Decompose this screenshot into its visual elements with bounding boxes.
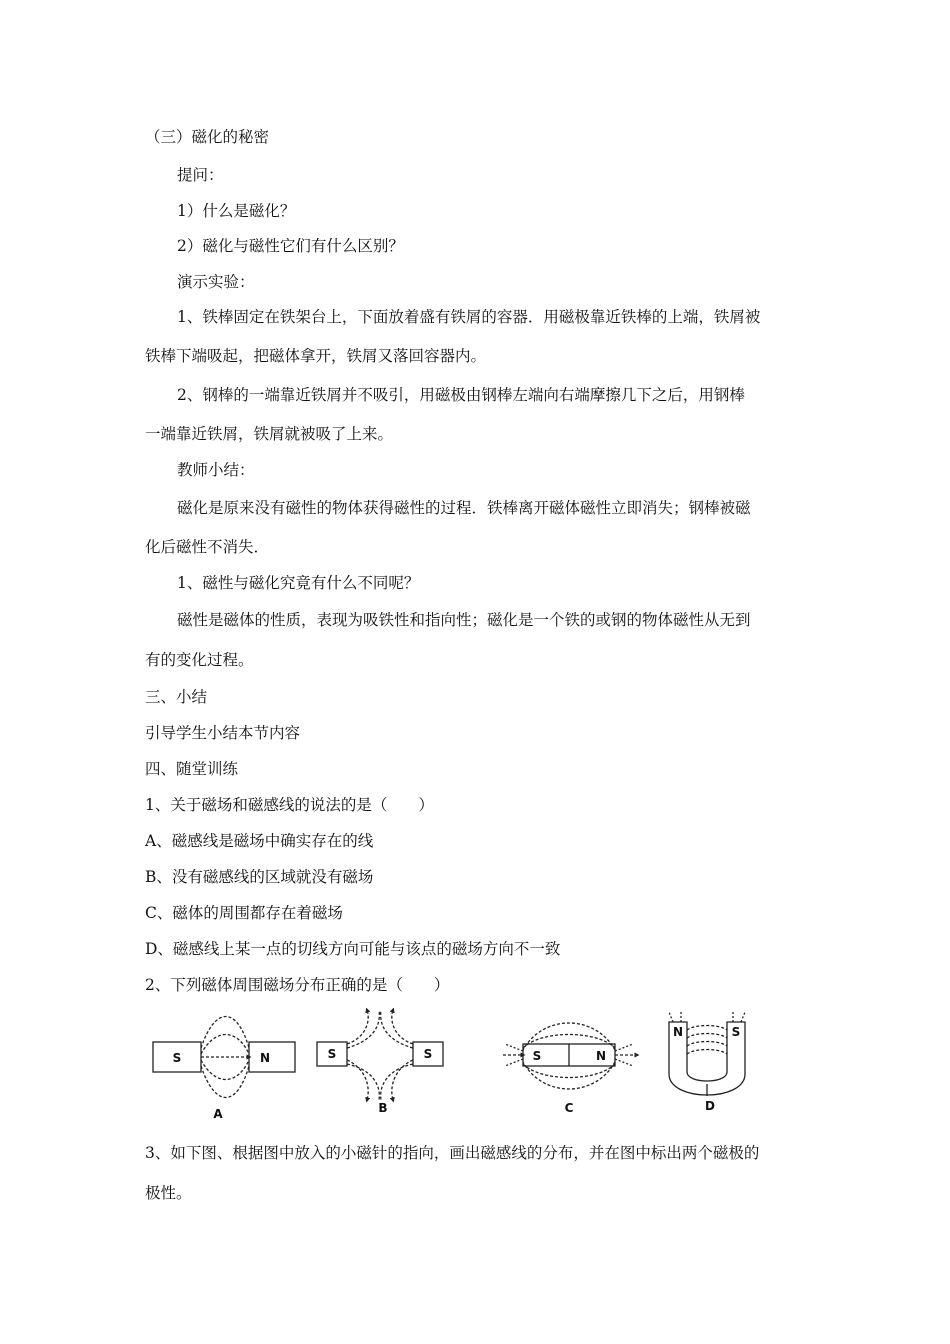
exercise-1-question: 1、关于磁场和磁感线的说法的是（ ） [145,796,434,814]
exercise-1-option-b: B、没有磁感线的区域就没有磁场 [145,868,374,886]
question-1: 1）什么是磁化？ [177,202,296,220]
experiment-1-line-1: 1、铁棒固定在铁架台上，下面放着盛有铁屑的容器．用磁极靠近铁棒的上端，铁屑被 [177,308,761,326]
summary-line-2: 化后磁性不消失． [145,538,270,556]
exercise-1-option-c: C、磁体的周围都存在着磁场 [145,904,343,922]
pole-label-a-n: N [259,1051,271,1065]
question-2: 2）磁化与磁性它们有什么区别？ [177,237,404,255]
diagram-c [503,1023,637,1089]
part-4-heading: 四、随堂训练 [145,760,239,778]
part-3-heading: 三、小结 [145,688,208,706]
difference-answer-line-1: 磁性是磁体的性质，表现为吸铁性和指向性；磁化是一个铁的或钢的物体磁性从无到 [177,611,751,629]
pole-label-b-s-right: S [423,1047,433,1061]
experiment-2-line-2: 一端靠近铁屑，铁屑就被吸了上来。 [145,425,394,443]
exercise-1-option-d: D、磁感线上某一点的切线方向可能与该点的磁场方向不一致 [145,940,561,958]
pole-label-c-n: N [595,1049,607,1063]
magnetic-field-figure [145,1008,805,1120]
summary-line-1: 磁化是原来没有磁性的物体获得磁性的过程．铁棒离开磁体磁性立即消失；钢棒被磁 [177,499,751,517]
diagram-label-b: B [378,1101,388,1115]
diagram-label-d: D [705,1099,715,1113]
teacher-summary-label: 教师小结： [177,461,255,479]
pole-label-d-n: N [672,1025,684,1039]
exercise-1-option-a: A、磁感线是磁场中确实存在的线 [145,832,374,850]
pole-label-d-s: S [731,1025,741,1039]
difference-question: 1、磁性与磁化究竟有什么不同呢？ [177,574,420,592]
experiment-1-line-2: 铁棒下端吸起，把磁体拿开，铁屑又落回容器内。 [145,347,487,365]
part-3-text: 引导学生小结本节内容 [145,724,301,742]
section-heading: （三）磁化的秘密 [145,128,270,146]
diagram-label-c: C [564,1101,574,1115]
experiment-2-line-1: 2、钢棒的一端靠近铁屑并不吸引，用磁极由钢棒左端向右端摩擦几下之后，用钢棒 [177,386,745,404]
pole-label-c-s: S [532,1049,542,1063]
difference-answer-line-2: 有的变化过程。 [145,651,254,669]
diagram-label-a: A [213,1107,223,1120]
pole-label-a-s: S [172,1051,182,1065]
demo-label: 演示实验： [177,273,255,291]
question-label: 提问： [177,166,224,184]
pole-label-b-s-left: S [327,1047,337,1061]
exercise-3-line-1: 3、如下图、根据图中放入的小磁针的指向，画出磁感线的分布，并在图中标出两个磁极的 [145,1144,760,1162]
exercise-2-question: 2、下列磁体周围磁场分布正确的是（ ） [145,976,450,994]
exercise-3-line-2: 极性。 [145,1184,192,1202]
